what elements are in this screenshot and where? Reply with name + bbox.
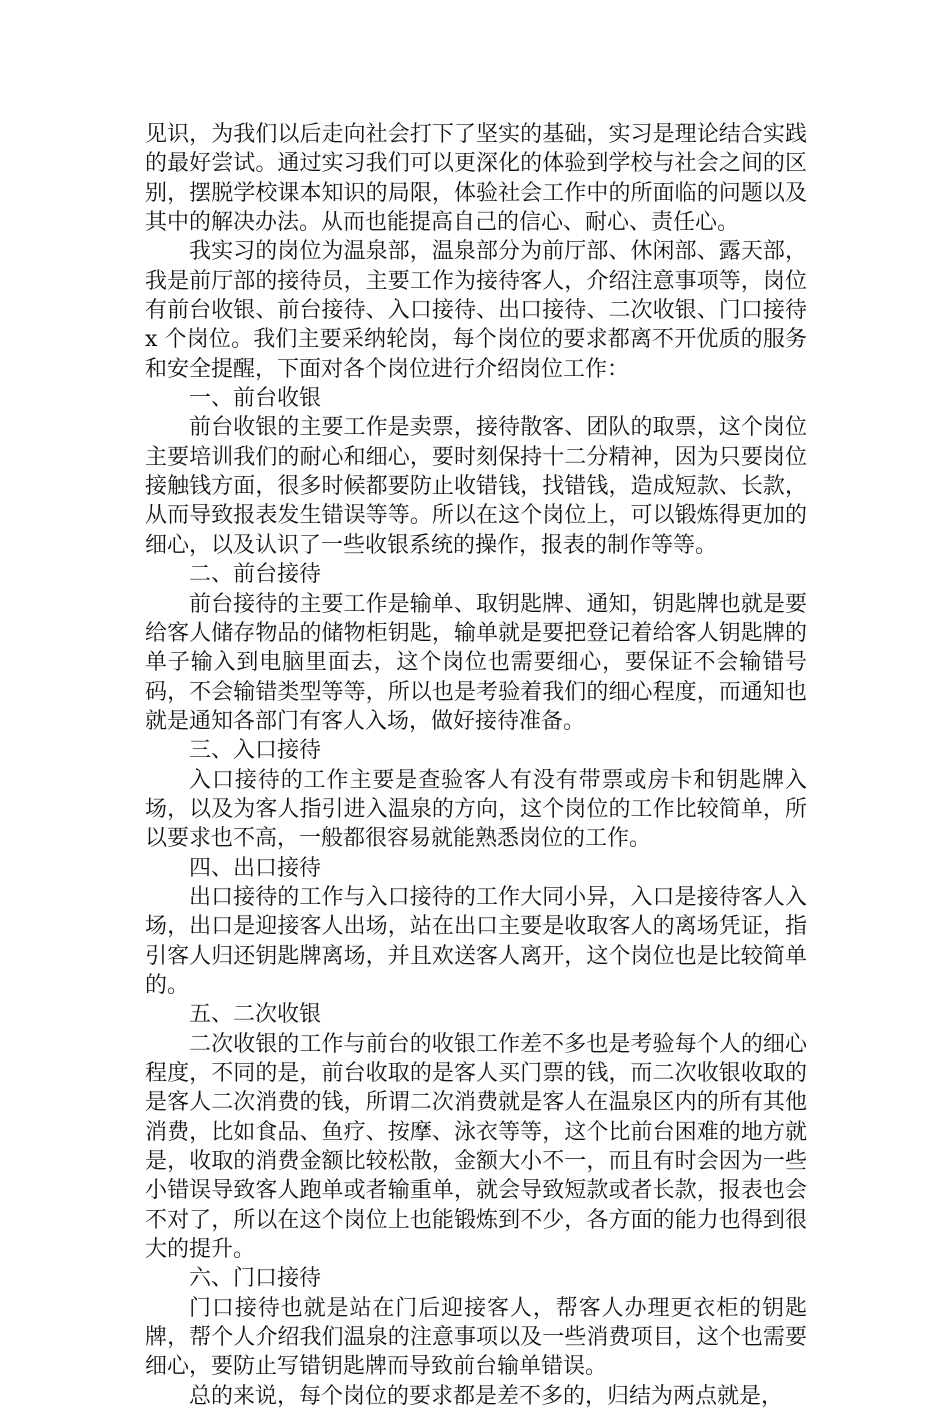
paragraph-secondary-cashier: 二次收银的工作与前台的收银工作差不多也是考验每个人的细心程度，不同的是，前台收取的是客人买门票的钱，而二次收银收取的是客人二次消费的钱，所谓二次消费就是客人在温泉区内的所有其他消费，比如食品、鱼疗、按摩、泳衣等等，这个比前台困难的地方就是，收取的消费金额比较松散，金额大小不一，而且有时会因为一些小错误导致客人跑单或者输重单，就会导致短款或者长款，报表也会不对了，所以在这个岗位上也能锻炼到不少，各方面的能力也得到很大的提升。 bbox=[145, 1031, 807, 1263]
paragraph-entrance-reception: 入口接待的工作主要是查验客人有没有带票或房卡和钥匙牌入场，以及为客人指引进入温泉的方向，这个岗位的工作比较简单，所以要求也不高，一般都很容易就能熟悉岗位的工作。 bbox=[145, 767, 807, 852]
document-body bbox=[145, 120, 807, 1411]
paragraph-position: 我实习的岗位为温泉部，温泉部分为前厅部、休闲部、露天部，我是前厅部的接待员，主要工作为接待客人，介绍注意事项等，岗位有前台收银、前台接待、入口接待、出口接待、二次收银、门口接待 x 个岗位。我们主要采纳轮岗，每个岗位的要求都离不开优质的服务和安全提醒，下面对各个岗位进行介绍岗位工作： bbox=[145, 239, 807, 382]
paragraph-door-reception: 门口接待也就是站在门后迎接客人，帮客人办理更衣柜的钥匙牌，帮个人介绍我们温泉的注意事项以及一些消费项目，这个也需要细心，要防止写错钥匙牌而导致前台输单错误。 bbox=[145, 1295, 807, 1380]
paragraph-front-desk-reception: 前台接待的主要工作是输单、取钥匙牌、通知，钥匙牌也就是要给客人储存物品的储物柜钥匙，输单就是要把登记着给客人钥匙牌的单子输入到电脑里面去，这个岗位也需要细心，要保证不会输错号码，不会输错类型等等，所以也是考验着我们的细心程度，而通知也就是通知各部门有客人入场，做好接待准备。 bbox=[145, 591, 807, 734]
heading-exit-reception: 四、出口接待 bbox=[189, 855, 322, 881]
heading-entrance-reception: 三、入口接待 bbox=[189, 738, 322, 764]
heading-secondary-cashier: 五、二次收银 bbox=[189, 1002, 322, 1028]
heading-front-desk-reception: 二、前台接待 bbox=[189, 562, 322, 588]
heading-door-reception: 六、门口接待 bbox=[189, 1266, 322, 1292]
paragraph-exit-reception: 出口接待的工作与入口接待的工作大同小异，入口是接待客人入场，出口是迎接客人出场，站在出口主要是收取客人的离场凭证，指引客人归还钥匙牌离场，并且欢送客人离开，这个岗位也是比较简单的。 bbox=[145, 884, 807, 998]
paragraph-intro: 见识，为我们以后走向社会打下了坚实的基础，实习是理论结合实践的最好尝试。通过实习我们可以更深化的体验到学校与社会之间的区别，摆脱学校课本知识的局限，体验社会工作中的所面临的问题以及其中的解决办法。从而也能提高自己的信心、耐心、责任心。 bbox=[145, 122, 807, 236]
paragraph-front-desk-cashier: 前台收银的主要工作是卖票，接待散客、团队的取票，这个岗位主要培训我们的耐心和细心，要时刻保持十二分精神，因为只要岗位接触钱方面，很多时候都要防止收错钱，找错钱，造成短款、长款，从而导致报表发生错误等等。所以在这个岗位上，可以锻炼得更加的细心，以及认识了一些收银系统的操作，报表的制作等等。 bbox=[145, 415, 807, 558]
heading-front-desk-cashier: 一、前台收银 bbox=[189, 386, 322, 412]
paragraph-summary: 总的来说，每个岗位的要求都是差不多的，归结为两点就是， bbox=[189, 1383, 784, 1409]
